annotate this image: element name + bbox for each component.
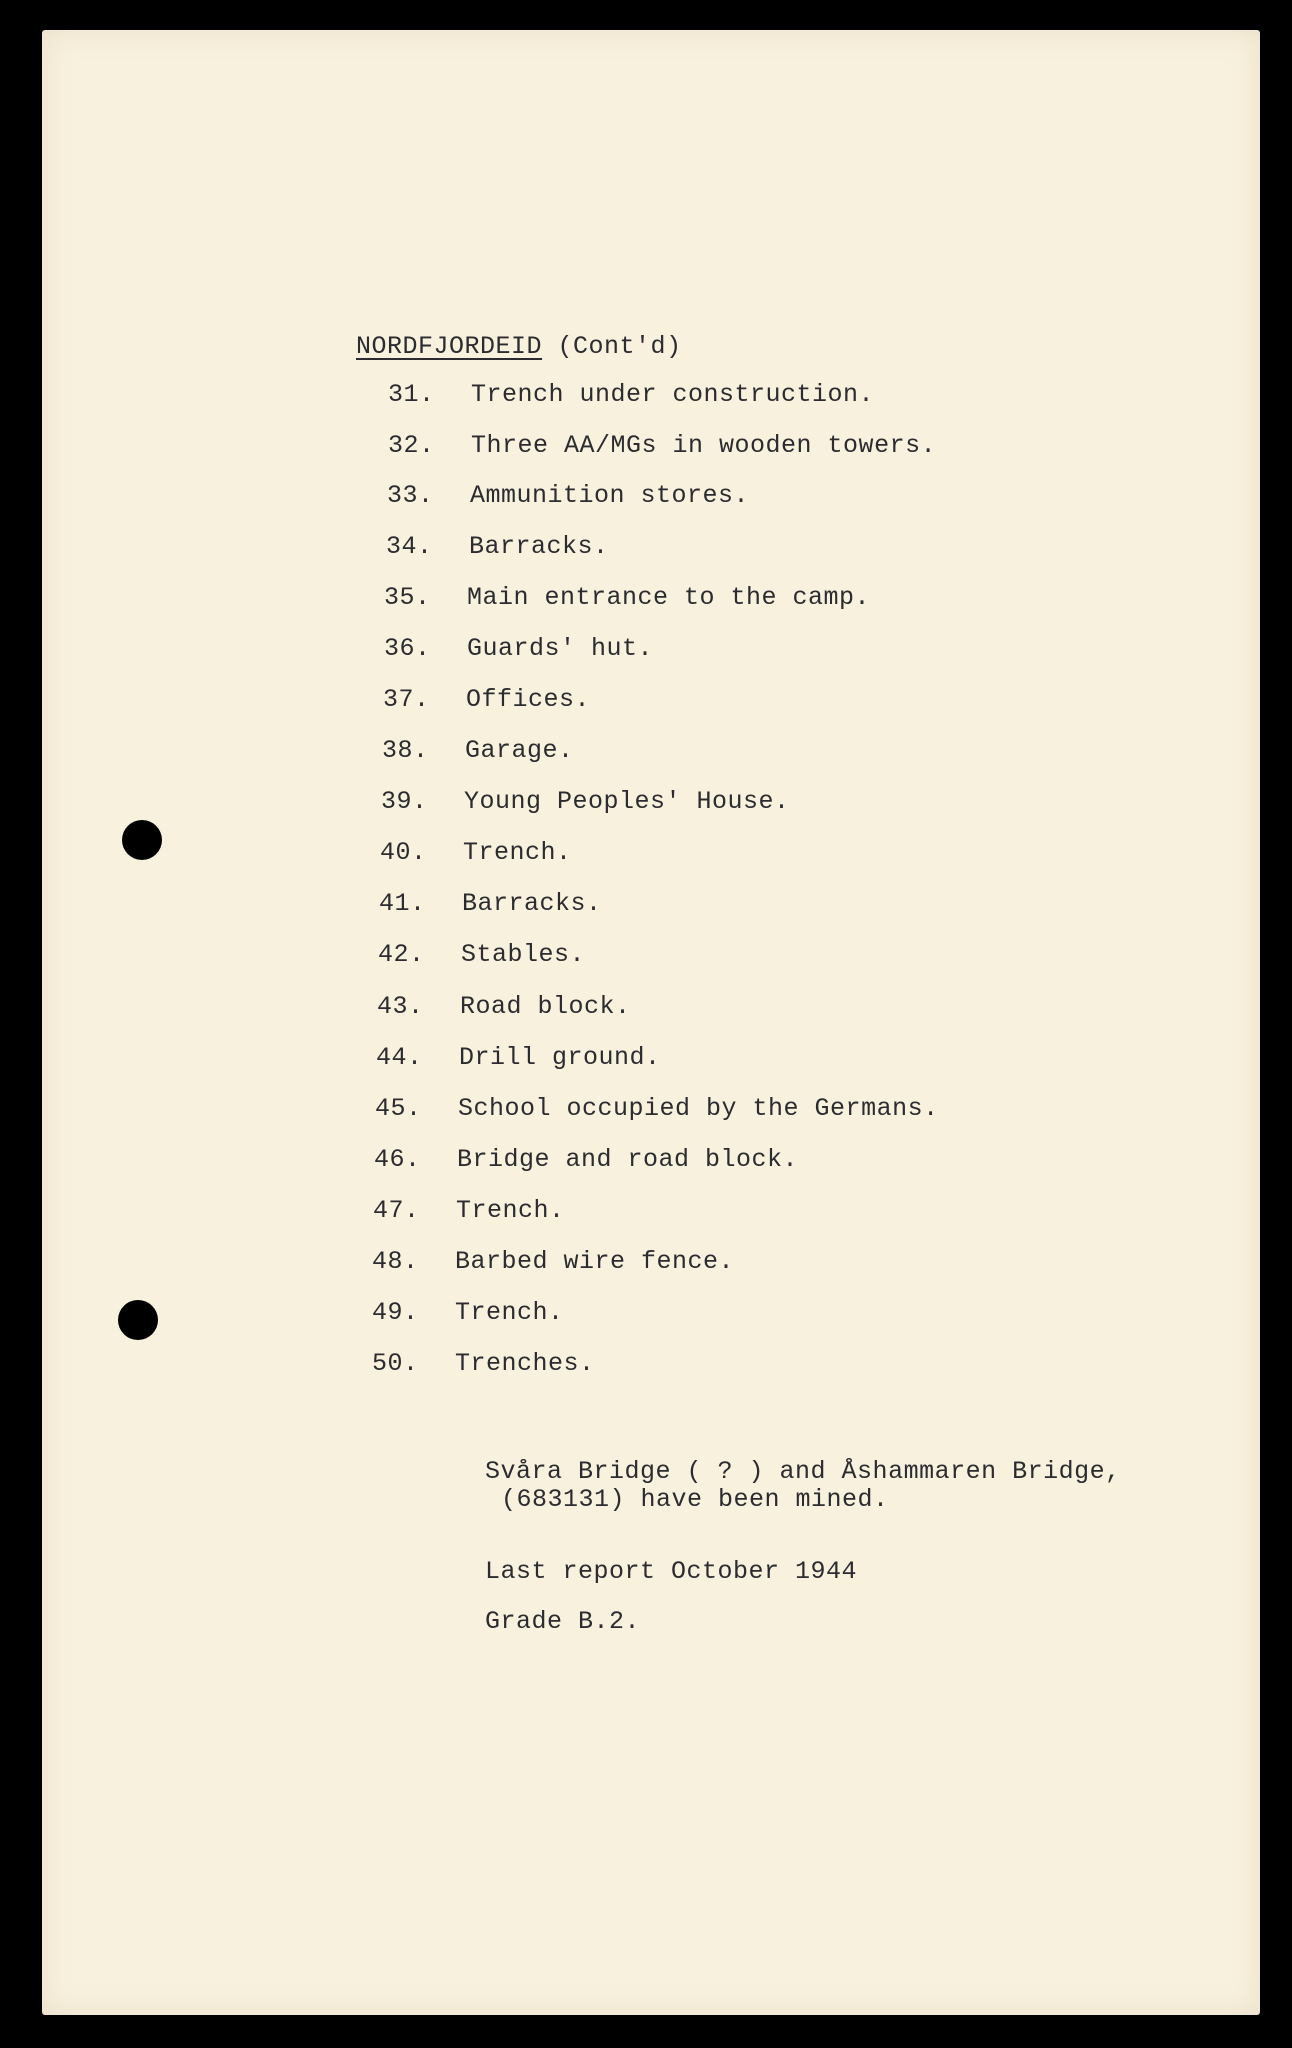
item-text: Trench under construction. xyxy=(471,380,875,409)
heading-title: NORDFJORDEID xyxy=(356,332,543,361)
bridges-note xyxy=(485,1458,1121,1514)
item-number: 32. xyxy=(388,431,435,460)
bridges-note-line2: (683131) have been mined. xyxy=(501,1485,889,1514)
heading-suffix: (Cont'd) xyxy=(557,332,682,361)
item-number: 39. xyxy=(381,787,428,816)
item-number: 40. xyxy=(380,838,427,867)
item-number: 33. xyxy=(387,481,434,510)
item-text: Bridge and road block. xyxy=(457,1145,799,1174)
punch-hole xyxy=(122,820,162,860)
item-number: 50. xyxy=(372,1349,419,1378)
item-number: 44. xyxy=(376,1043,423,1072)
item-text: Offices. xyxy=(466,685,591,714)
item-text: Trenches. xyxy=(455,1349,595,1378)
item-number: 41. xyxy=(379,889,426,918)
item-text: Barbed wire fence. xyxy=(455,1247,735,1276)
item-text: Trench. xyxy=(456,1196,565,1225)
item-text: School occupied by the Germans. xyxy=(458,1094,939,1123)
item-number: 38. xyxy=(382,736,429,765)
item-number: 31. xyxy=(388,380,435,409)
item-text: Barracks. xyxy=(469,532,609,561)
item-number: 48. xyxy=(372,1247,419,1276)
item-text: Stables. xyxy=(461,940,586,969)
item-text: Trench. xyxy=(463,838,572,867)
grade: Grade B.2. xyxy=(485,1607,641,1636)
item-text: Ammunition stores. xyxy=(470,481,750,510)
item-text: Garage. xyxy=(465,736,574,765)
item-number: 36. xyxy=(384,634,431,663)
item-text: Trench. xyxy=(455,1298,564,1327)
page-heading xyxy=(356,332,682,361)
item-text: Guards' hut. xyxy=(467,634,654,663)
item-text: Drill ground. xyxy=(459,1043,661,1072)
item-text: Main entrance to the camp. xyxy=(467,583,871,612)
bridges-note-line1: Svåra Bridge ( ? ) and Åshammaren Bridge, xyxy=(485,1457,1121,1486)
item-text: Three AA/MGs in wooden towers. xyxy=(471,431,937,460)
item-number: 34. xyxy=(386,532,433,561)
item-text: Road block. xyxy=(460,992,631,1021)
last-report: Last report October 1944 xyxy=(485,1557,858,1586)
item-number: 42. xyxy=(378,940,425,969)
document-page xyxy=(42,30,1260,2015)
item-text: Young Peoples' House. xyxy=(464,787,790,816)
punch-hole xyxy=(118,1300,158,1340)
item-number: 43. xyxy=(377,992,424,1021)
item-number: 35. xyxy=(384,583,431,612)
item-number: 37. xyxy=(383,685,430,714)
item-text: Barracks. xyxy=(462,889,602,918)
item-number: 45. xyxy=(375,1094,422,1123)
item-number: 46. xyxy=(374,1145,421,1174)
item-number: 47. xyxy=(373,1196,420,1225)
item-number: 49. xyxy=(372,1298,419,1327)
